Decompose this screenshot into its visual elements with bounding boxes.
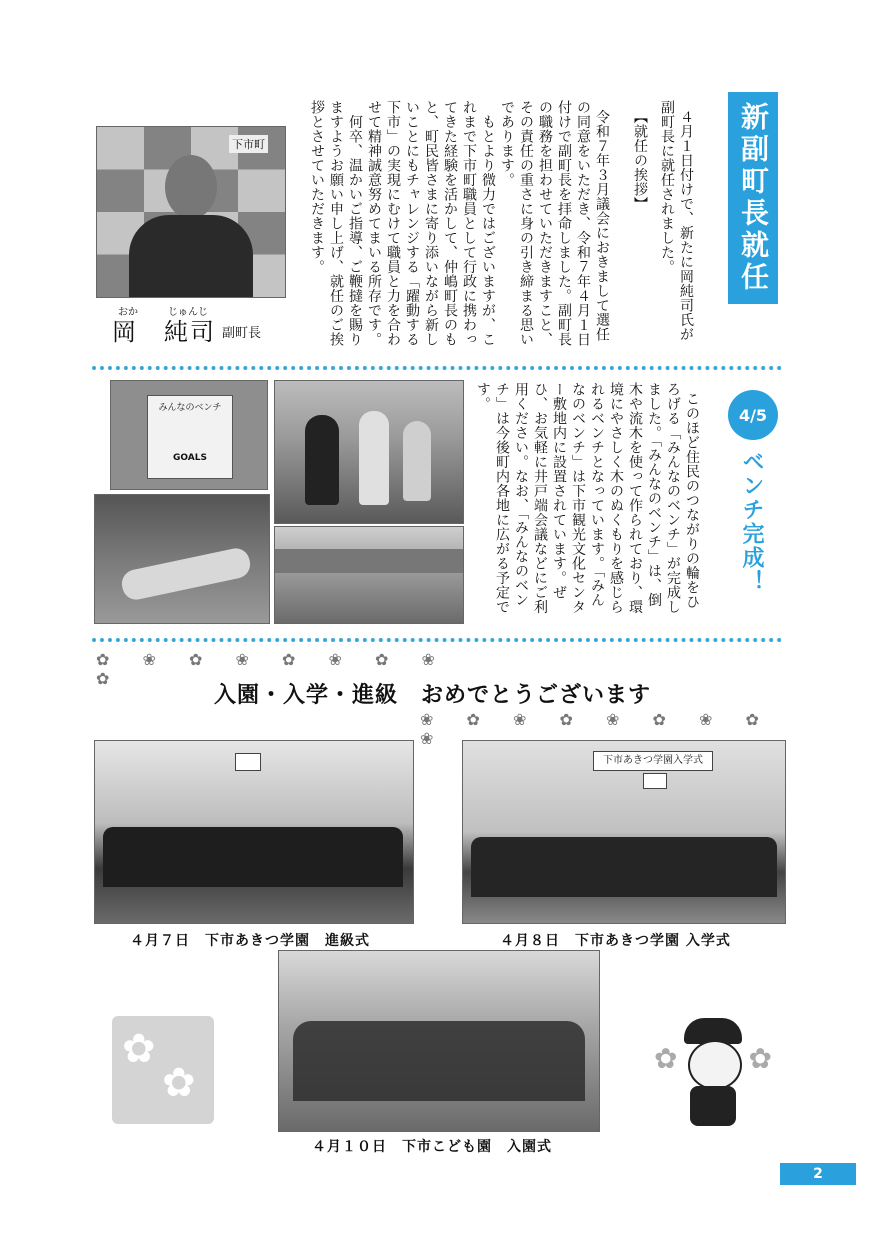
flower-icon: ✿ [654, 1042, 678, 1075]
vice-mayor-name: 岡 純司 [112, 318, 216, 346]
mascot-body [690, 1086, 736, 1126]
flower-icon: ✿ [122, 1026, 156, 1072]
caption-promotion: ４月７日 下市あきつ学園 進級式 [130, 933, 370, 949]
vice-mayor-intro-text: ４月１日付けで、新たに岡純司氏が副町長に就任されました。 [659, 100, 694, 342]
ceremony-photo-promotion [94, 740, 414, 924]
vice-mayor-title-text: 新副町長就任 [737, 102, 770, 294]
divider-top [92, 366, 782, 370]
flower-row-top [96, 650, 456, 688]
vice-mayor-portrait [96, 126, 286, 298]
ceremony-sign [593, 751, 713, 771]
bench-people-photo [274, 380, 464, 524]
vice-mayor-title [728, 92, 778, 304]
flag [235, 753, 261, 771]
speech-body: 令和７年３月議会におきまして選任の同意をいただき、令和７年４月１日付けで副町長を拝命しました。副町長の職務を担わせていただきますこと、その責任の重さに身の引き締まる思いであります。 もとより微力ではございますが、これまで下市町職員として行政に携わってきた経験を活かして、仲嶋町長のもと、町民皆さまに寄り添いながら新しいことにもチャレンジする「躍動する下市」の実現にむけて職員と力を合わせて精神誠意努めてまいる所存です。 何卒、温かいご指導、ご鞭撻を賜りますようお願い申し上げ、就任のご挨拶とさせていただきます。 [309, 100, 610, 347]
caption-nursery: ４月１０日 下市こども園 入園式 [312, 1139, 552, 1155]
bench-date-text: 4/5 [738, 405, 768, 425]
page-number: 2 [813, 1166, 823, 1182]
log-bench [119, 546, 252, 602]
ceremony-headline [214, 678, 651, 709]
group-students [103, 827, 403, 887]
bench-body-text: このほど住民のつながりの輪をひろげる「みんなのベンチ」が完成しました。「みんなのベンチ」は、倒木や流木を使って作られており、環境にやさしく木のぬくもりを感じられるベンチとなっています。「みんなのベンチ」は下市観光文化センター敷地内に設置されています。ぜひ、お気軽に井戸端会議などにご利用ください。なお、「みんなのベンチ」は今後町内各地に広がる予定です。 [475, 382, 700, 614]
bench-site-photo [274, 526, 464, 624]
cherry-blossom-illustration [112, 1016, 214, 1124]
flag [643, 773, 667, 789]
caption-entrance: ４月８日 下市あきつ学園 入学式 [500, 933, 731, 949]
bench-title-text: ベンチ完成！ [739, 450, 764, 594]
ceremony-photo-entrance [462, 740, 786, 924]
ceremony-photo-nursery [278, 950, 600, 1132]
vice-mayor-role: 副町長 [222, 326, 262, 341]
vice-mayor-speech [284, 100, 668, 350]
flower-icon: ✿ ❀ ✿ ❀ ✿ ❀ ✿ ❀ ✿ [96, 650, 449, 688]
parents-children [293, 1021, 585, 1101]
flower-icon: ✿ [162, 1060, 196, 1106]
mascot-character [654, 1012, 772, 1128]
bench-title [736, 450, 767, 594]
plaque-title: みんなのベンチ [158, 403, 222, 413]
page-number-badge [780, 1163, 856, 1185]
mascot-face [688, 1040, 742, 1090]
person-2 [359, 411, 389, 505]
divider-middle [92, 638, 782, 642]
name-kana-family: おか [118, 307, 138, 318]
portrait-body [129, 215, 253, 298]
bench-date-badge [728, 390, 778, 440]
plaque [147, 395, 233, 479]
plaque-goals: GOALS [173, 453, 207, 463]
portrait-head [165, 155, 217, 219]
vice-mayor-intro [659, 100, 714, 350]
flower-row-bottom [420, 710, 790, 748]
ceremony-sign-text: 下市あきつ学園入学式 [603, 755, 703, 766]
flower-icon: ❀ ✿ ❀ ✿ ❀ ✿ ❀ ✿ ❀ [420, 710, 773, 748]
site-buildings [275, 549, 463, 573]
bench-log-photo [94, 494, 270, 624]
bench-body [470, 382, 720, 617]
flower-icon: ✿ [748, 1042, 772, 1075]
group-students [471, 837, 777, 897]
person-3 [403, 421, 431, 501]
portrait-sign-text: 下市町 [229, 135, 268, 153]
bench-plaque-photo [110, 380, 268, 490]
ceremony-headline-text: 入園・入学・進級 おめでとうございます [214, 683, 652, 708]
speech-section-label: 【就任の挨拶】 [632, 109, 648, 212]
name-kana-given: じゅんじ [168, 307, 208, 318]
person-1 [305, 415, 339, 505]
